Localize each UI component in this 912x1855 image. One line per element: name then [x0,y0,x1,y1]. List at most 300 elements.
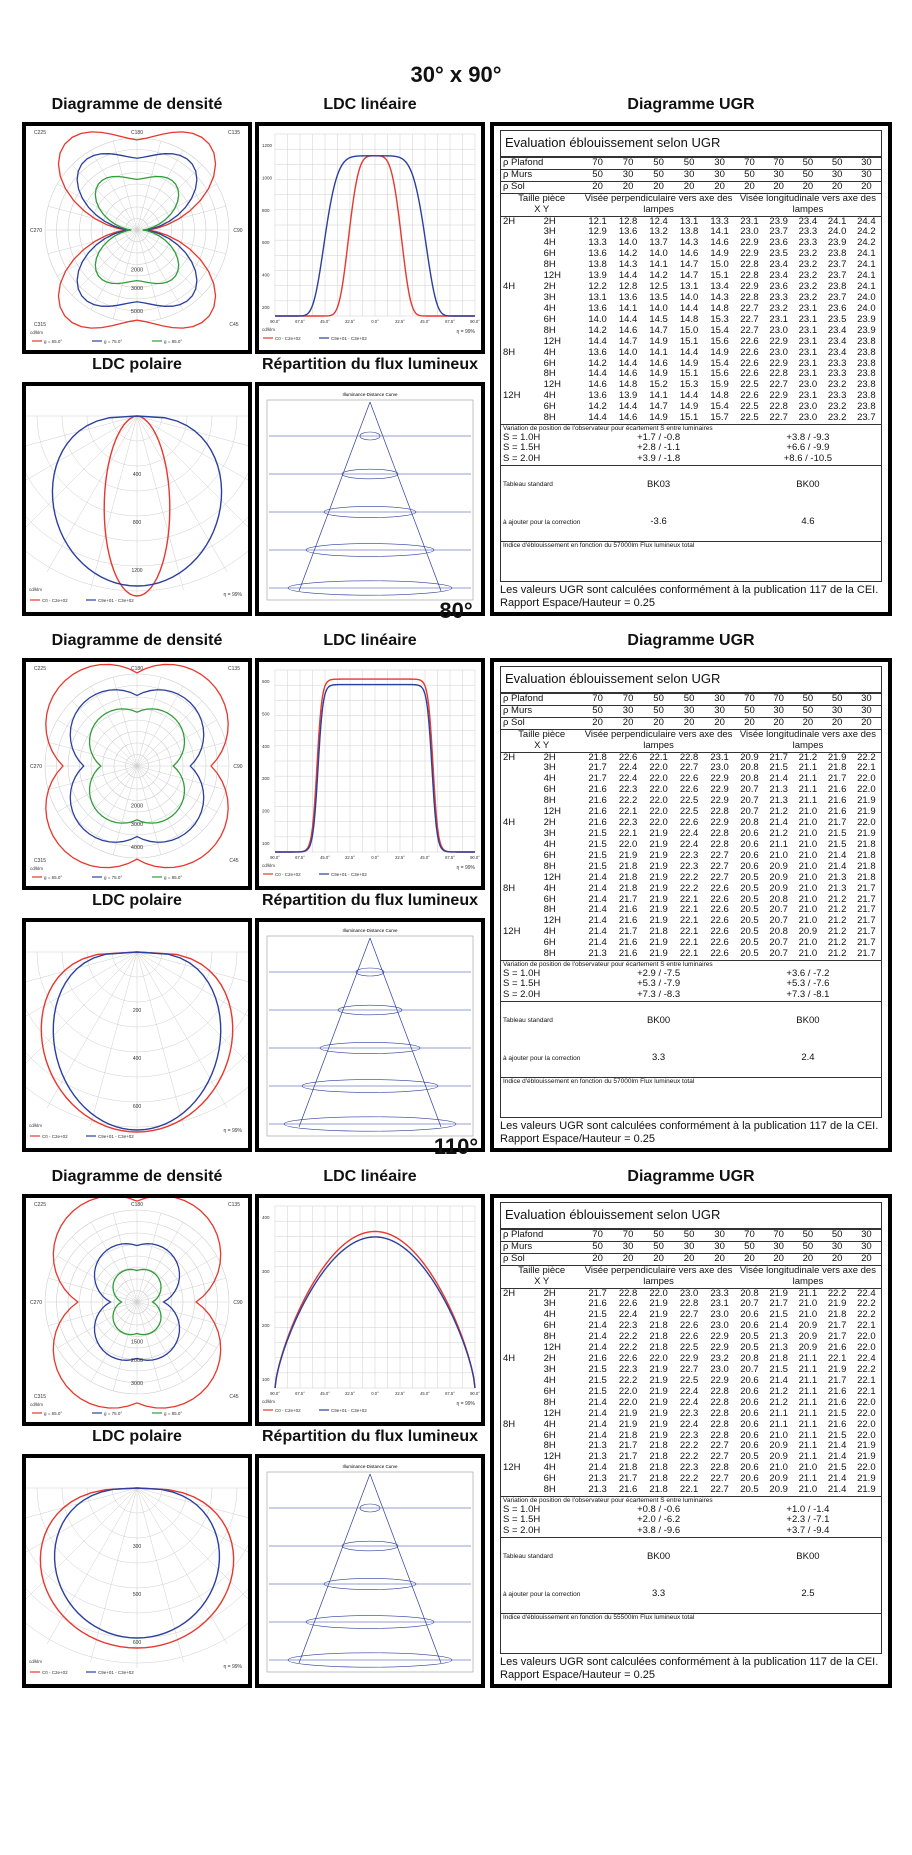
polar-ring-label: 800 [132,520,142,526]
rho-value: 30 [704,1241,735,1253]
rho-value: 30 [704,157,735,169]
ugr-cell: 21.1 [798,773,818,785]
ugr-cell: 23.2 [798,292,818,303]
ugr-diagram [490,1194,892,1688]
efficiency-label: η = 99% [223,1664,242,1670]
ugr-cell: 22.3 [618,817,638,829]
unit-label: cd/klm [29,587,43,592]
rho-value: 50 [793,157,822,169]
rho-value: 30 [823,705,852,717]
ugr-cell: 22.5 [740,401,759,413]
compass-label: C45 [229,322,239,328]
ugr-cell: 23.3 [827,390,847,402]
ugr-cell: 12H [543,270,562,282]
ugr-cell: 22.7 [679,1364,699,1375]
rho-value: 50 [643,157,674,169]
rho-value: 50 [793,1241,822,1253]
ugr-cell: 23.4 [827,335,847,347]
ugr-cell: 22.4 [618,773,638,785]
ugr-cell: 24.0 [857,292,876,303]
ugr-cell: 20.9 [769,882,788,894]
ugr-cell: 3H [543,1364,556,1375]
ugr-cell: 21.8 [857,871,876,883]
ugr-cell: 3H [543,828,556,839]
ugr-cell: 22.3 [679,1462,699,1474]
ugr-cell: 21.1 [798,1353,818,1365]
perpendicular-header: Visée perpendiculaire vers axe des lampes [582,193,735,216]
spacing-label: S = 2.0H [503,453,541,465]
ugr-cell: 23.0 [710,762,729,774]
ugr-cell: 14.2 [588,357,607,369]
rho-value: 50 [643,1241,674,1253]
ugr-cell: 21.7 [582,1288,613,1299]
ugr-cell: 20.6 [740,1396,759,1408]
ugr-cell: 2H [543,281,556,293]
ugr-footnote: Les valeurs UGR sont calculées conformément à la publication 117 de la CEI. Rapport Espace/Hauteur = 0.25 [500,1656,879,1682]
ugr-cell: 21.6 [618,948,638,960]
ugr-cell: 13.3 [704,216,735,227]
ugr-cell: 22.0 [857,1429,876,1441]
ugr-cell: 21.5 [588,828,607,839]
flux-distribution-chart [255,382,485,616]
ugr-cell: 21.1 [798,795,818,807]
rho-value: 20 [735,1253,764,1265]
ugr-cell: 23.1 [798,346,818,358]
ugr-cell: 14.9 [649,412,668,424]
ugr-cell [501,1387,542,1398]
ugr-cell: 21.4 [769,1374,788,1386]
ugr-cell: 22.7 [740,302,759,314]
legend-ldc-0: C0 - C2e+02 [275,872,301,877]
ugr-cell: 20.6 [740,1309,759,1321]
ugr-cell [501,938,542,949]
ugr-cell: 21.8 [769,1353,788,1365]
ugr-cell: 8H [543,948,556,960]
rho-value: 20 [764,181,793,193]
ugr-cell: 21.9 [649,882,668,894]
panel-title-linear: LDC linéaire [323,96,417,113]
rho-value: 30 [852,693,881,705]
y-tick-label: 600 [262,679,270,684]
ugr-cell: 22.9 [710,795,729,807]
ugr-cell: 20.9 [769,860,788,872]
panel-title-flux: Répartition du flux lumineux [261,1428,478,1445]
ugr-cell: 21.9 [649,838,668,850]
rho-label: ρ Murs [501,705,582,717]
compass-label: C180 [131,130,143,136]
ugr-cell: 21.0 [798,882,818,894]
ugr-cell: 14.7 [649,324,668,336]
unit-label: cd/klm [29,1123,43,1128]
ugr-cell: 21.1 [798,784,818,796]
ugr-cell: 21.3 [769,795,788,807]
ugr-cell: 22.9 [710,1342,729,1354]
ugr-cell: 22.9 [769,390,788,402]
ugr-cell: 22.3 [679,1407,699,1419]
correction-longi: 2.5 [801,1588,815,1600]
standard-longi: BK00 [735,1538,881,1576]
x-tick-label: 22.5° [395,1391,405,1396]
ugr-cell: 21.2 [769,806,788,818]
ugr-cell: 21.0 [798,838,818,850]
ugr-cell: 14.4 [618,270,638,282]
ugr-cell: 24.1 [823,216,852,227]
variation-label: Variation de position de l'observateur pour écartement S entre luminaires [501,1497,881,1505]
ugr-cell: 22.6 [679,1331,699,1343]
ugr-cell [501,829,542,840]
panel-title-ugr: Diagramme UGR [627,632,755,649]
ugr-cell: 23.3 [827,357,847,369]
y-tick-label: 1000 [262,175,273,181]
compass-label: C90 [233,1300,243,1306]
ugr-cell: 22.9 [769,357,788,369]
rho-value: 50 [643,1229,674,1241]
rho-value: 50 [582,169,613,181]
rho-value: 30 [613,705,644,717]
rho-value: 50 [582,705,613,717]
ugr-cell: 12H [503,390,521,402]
rho-value: 50 [823,1229,852,1241]
ugr-cell: 14.7 [679,259,699,271]
ugr-cell: 14.1 [710,226,729,238]
ugr-cell: 8H [543,795,556,807]
rho-value: 50 [643,693,674,705]
ugr-cell: 22.7 [710,849,729,861]
rho-value: 30 [613,1241,644,1253]
rho-value: 20 [764,717,793,729]
ugr-cell: 23.9 [857,324,876,336]
ugr-cell [501,1365,542,1376]
ugr-cell: 21.0 [798,1298,818,1310]
rho-value: 20 [704,717,735,729]
ugr-cell: 21.6 [588,806,607,818]
ugr-cell: 22.0 [857,1342,876,1354]
ugr-cell: 4H [543,1418,556,1430]
ugr-cell: 22.4 [679,838,699,850]
rho-value: 20 [764,1253,793,1265]
ugr-cell: 14.0 [649,248,668,260]
ugr-cell: 21.2 [769,1396,788,1408]
ugr-cell: 21.0 [798,849,818,861]
ugr-cell: 13.6 [588,390,607,402]
ugr-cell: 14.6 [649,357,668,369]
ugr-cell: 21.0 [798,948,818,960]
x-tick-label: 90.0° [270,1391,280,1396]
ugr-cell: 22.2 [857,1364,876,1375]
ugr-cell: 14.7 [679,270,699,282]
ugr-cell: 13.6 [588,248,607,260]
density-label-max: 5000 [130,308,144,315]
panel-title-linear: LDC linéaire [323,632,417,649]
ugr-cell: 12H [543,871,562,883]
ugr-cell: 22.7 [710,1473,729,1485]
ugr-cell: 21.9 [649,849,668,861]
ugr-cell: 20.5 [740,871,759,883]
ugr-cell: 21.6 [618,1484,638,1496]
ugr-cell: 21.5 [827,1429,847,1441]
ugr-cell: 21.4 [769,1320,788,1332]
ugr-cell: 22.0 [857,817,876,829]
ugr-cell: 22.2 [679,1440,699,1452]
compass-label: C225 [34,1202,46,1208]
ugr-cell [501,1409,542,1420]
ugr-cell: 12.8 [618,281,638,293]
ugr-cell: 21.8 [827,762,847,774]
ugr-cell: 21.0 [798,1309,818,1321]
ugr-cell: 21.9 [857,795,876,807]
ugr-row [501,1420,881,1431]
correction-perp: 3.3 [651,1588,666,1600]
ugr-cell: 14.6 [679,248,699,260]
ugr-cell: 14.2 [588,324,607,336]
ugr-cell: 20.6 [740,849,759,861]
polar-ring-label: 400 [132,472,142,478]
efficiency-label: η = 99% [456,1401,475,1407]
ugr-cell: 23.4 [827,346,847,358]
ugr-cell: 21.1 [798,1473,818,1485]
ugr-cell: 21.3 [588,1440,607,1452]
ugr-cell: 22.2 [679,1473,699,1485]
ugr-cell: 14.3 [679,237,699,249]
ugr-cell: 20.7 [740,784,759,796]
ugr-diagram [490,658,892,1152]
ugr-cell: 21.4 [769,817,788,829]
ugr-cell: 24.1 [857,259,876,271]
ugr-table [501,693,881,1086]
longitudinal-header: Visée longitudinale vers axe des lampes [735,193,881,216]
room-size-header [501,729,582,752]
ugr-cell: 14.1 [649,390,668,402]
rho-value: 30 [764,169,793,181]
room-size-label: Taille pièce [518,192,566,204]
ugr-row [501,337,881,348]
legend-ldc-0: C0 - C2e+02 [275,1408,301,1413]
rho-value: 70 [735,693,764,705]
rho-value: 20 [735,181,764,193]
ugr-cell: 22.6 [618,1353,638,1365]
ugr-cell: 21.8 [649,1473,668,1485]
rho-value: 30 [674,1241,705,1253]
ugr-cell: 23.9 [827,237,847,249]
ugr-cell: 4H [543,773,556,785]
ugr-cell: 22.0 [857,1331,876,1343]
rho-value: 20 [643,181,674,193]
x-tick-label: 0.0° [371,855,379,860]
ugr-cell: 22.6 [679,817,699,829]
ugr-cell: 22.1 [618,806,638,818]
ugr-cell [501,1441,542,1452]
ugr-cell: 6H [543,784,556,796]
ugr-cell: 23.6 [827,302,847,314]
ugr-cell: 8H [543,324,556,336]
ugr-cell: 21.9 [823,752,852,763]
ugr-cell: 20.8 [740,817,759,829]
ugr-cell: 21.9 [618,1407,638,1419]
ugr-cell: 23.7 [827,259,847,271]
ugr-cell: 21.0 [769,849,788,861]
y-tick-label: 200 [262,1323,270,1328]
ugr-cell: 22.7 [710,1440,729,1452]
ugr-cell: 21.4 [588,1429,607,1441]
section-title: 30° x 90° [410,62,502,87]
ugr-cell: 21.4 [827,849,847,861]
ugr-cell: 22.6 [710,904,729,916]
ugr-cell: 13.8 [679,226,699,238]
ugr-cell: 21.7 [827,1320,847,1332]
x-tick-label: 67.5° [445,319,455,324]
ugr-cell: 4H [543,346,556,358]
ugr-cell: 21.9 [649,828,668,839]
ugr-cell: 21.5 [588,1309,607,1321]
ugr-cell: 23.0 [798,412,818,424]
ugr-footnote: Les valeurs UGR sont calculées conformément à la publication 117 de la CEI. Rapport Espace/Hauteur = 0.25 [500,584,879,610]
ugr-cell: 22.4 [618,1309,638,1321]
rho-value: 20 [582,717,613,729]
ugr-cell [501,293,542,304]
standard-longi: BK00 [735,1002,881,1040]
ugr-cell: 15.1 [679,368,699,380]
ugr-cell: 23.0 [769,346,788,358]
ugr-cell: 21.7 [857,937,876,949]
rho-value: 20 [674,181,705,193]
ugr-cell: 15.1 [679,335,699,347]
glare-index-note: Indice d'éblouissement en fonction du 57000lm Flux lumineux total [501,542,881,550]
ugr-cell: 22.6 [618,1298,638,1310]
ugr-cell: 20.5 [740,882,759,894]
ugr-diagram [490,122,892,616]
ugr-cell: 21.9 [649,1385,668,1397]
ugr-cell: 22.1 [857,1385,876,1397]
ugr-cell: 21.9 [649,1429,668,1441]
rho-label: ρ Sol [501,1253,582,1265]
ugr-cell: 22.6 [679,784,699,796]
ugr-cell: 23.2 [827,379,847,391]
ugr-cell: 8H [543,1396,556,1408]
ugr-cell: 14.4 [588,412,607,424]
density-label-max: 4000 [130,844,144,851]
ugr-cell: 21.6 [618,915,638,927]
ugr-cell: 21.4 [827,1451,847,1463]
ugr-cell: 12H [503,926,521,938]
x-tick-label: 45.0° [420,319,430,324]
compass-label: C315 [34,858,46,864]
ugr-cell: 14.2 [588,401,607,413]
rho-value: 50 [674,157,705,169]
ugr-cell: 21.2 [769,828,788,839]
ugr-cell: 22.5 [740,412,759,424]
ugr-cell: 21.7 [857,915,876,927]
panel-title-polar: LDC polaire [92,356,182,373]
legend-density-0: g = 65.0° [44,1411,63,1416]
x-tick-label: 45.0° [420,855,430,860]
ugr-cell: 23.8 [857,368,876,380]
ugr-cell: 21.0 [798,1462,818,1474]
rho-value: 20 [704,181,735,193]
ugr-cell: 22.0 [618,1396,638,1408]
legend-density-1: g = 75.0° [104,875,123,880]
ugr-cell: 12.2 [588,281,607,293]
ugr-cell: 22.9 [710,1374,729,1386]
rho-value: 50 [674,1229,705,1241]
ugr-cell: 23.2 [827,412,847,424]
ugr-cell: 14.9 [649,368,668,380]
correction-label: à ajouter pour la correction [503,1054,581,1062]
ugr-cell: 22.8 [710,1418,729,1430]
ugr-cell: 12.8 [613,216,644,227]
ugr-cell: 21.7 [588,773,607,785]
ugr-cell: 13.6 [618,292,638,303]
spacing-label: S = 1.5H [503,442,541,454]
ugr-cell: 14.2 [649,270,668,282]
ugr-cell: 21.4 [827,1440,847,1452]
ugr-cell [501,1485,542,1496]
ugr-cell: 22.7 [740,324,759,336]
ugr-cell: 21.5 [588,1385,607,1397]
variation-longi: +6.6 / -9.9 [786,442,830,454]
variation-row [501,990,881,1001]
ugr-cell [501,238,542,249]
ugr-cell: 22.7 [679,762,699,774]
ugr-cell: 21.8 [649,1331,668,1343]
ugr-cell: 6H [543,357,556,369]
ugr-cell: 21.4 [588,882,607,894]
ugr-cell: 21.9 [649,871,668,883]
ugr-cell: 22.7 [710,871,729,883]
ugr-cell: 2H [501,216,542,227]
density-label-mid: 3000 [130,285,144,292]
ugr-cell: 22.9 [710,773,729,785]
ugr-cell: 21.8 [649,1320,668,1332]
ugr-cell: 13.6 [588,346,607,358]
ugr-cell: 21.8 [618,871,638,883]
spacing-label: S = 2.0H [503,1525,541,1537]
ugr-cell: 21.7 [857,904,876,916]
x-tick-label: 67.5° [295,319,305,324]
ugr-cell: 20.5 [740,926,759,938]
panel-title-polar: LDC polaire [92,1428,182,1445]
ugr-cell: 21.9 [857,828,876,839]
ugr-cell: 15.0 [710,259,729,271]
ugr-cell: 14.4 [618,401,638,413]
perpendicular-header: Visée perpendiculaire vers axe des lampes [582,729,735,752]
ugr-cell: 22.2 [618,1342,638,1354]
ugr-cell: 21.3 [827,871,847,883]
ugr-cell: 22.0 [649,1353,668,1365]
ugr-cell: 23.0 [710,1364,729,1375]
polar-ring-label: 500 [132,1592,142,1598]
longitudinal-header: Visée longitudinale vers axe des lampes [735,1265,881,1288]
ugr-cell: 24.1 [857,270,876,282]
rho-value: 20 [823,717,852,729]
ugr-cell: 21.7 [769,1298,788,1310]
ugr-cell: 14.7 [618,335,638,347]
ldc-polar-chart [22,382,252,616]
ugr-cell [501,1431,542,1442]
rho-value: 70 [764,157,793,169]
ugr-cell [501,796,542,807]
ugr-cell: 15.2 [649,379,668,391]
ugr-cell: 21.9 [649,1407,668,1419]
room-size-header [501,1265,582,1288]
ugr-cell: 21.3 [827,882,847,894]
ugr-cell: 22.8 [710,806,729,818]
ugr-cell: 20.9 [798,926,818,938]
ugr-cell: 14.6 [618,368,638,380]
ugr-cell: 20.5 [740,1342,759,1354]
x-tick-label: 45.0° [320,855,330,860]
ugr-cell: 22.0 [857,784,876,796]
ugr-cell [501,1474,542,1485]
